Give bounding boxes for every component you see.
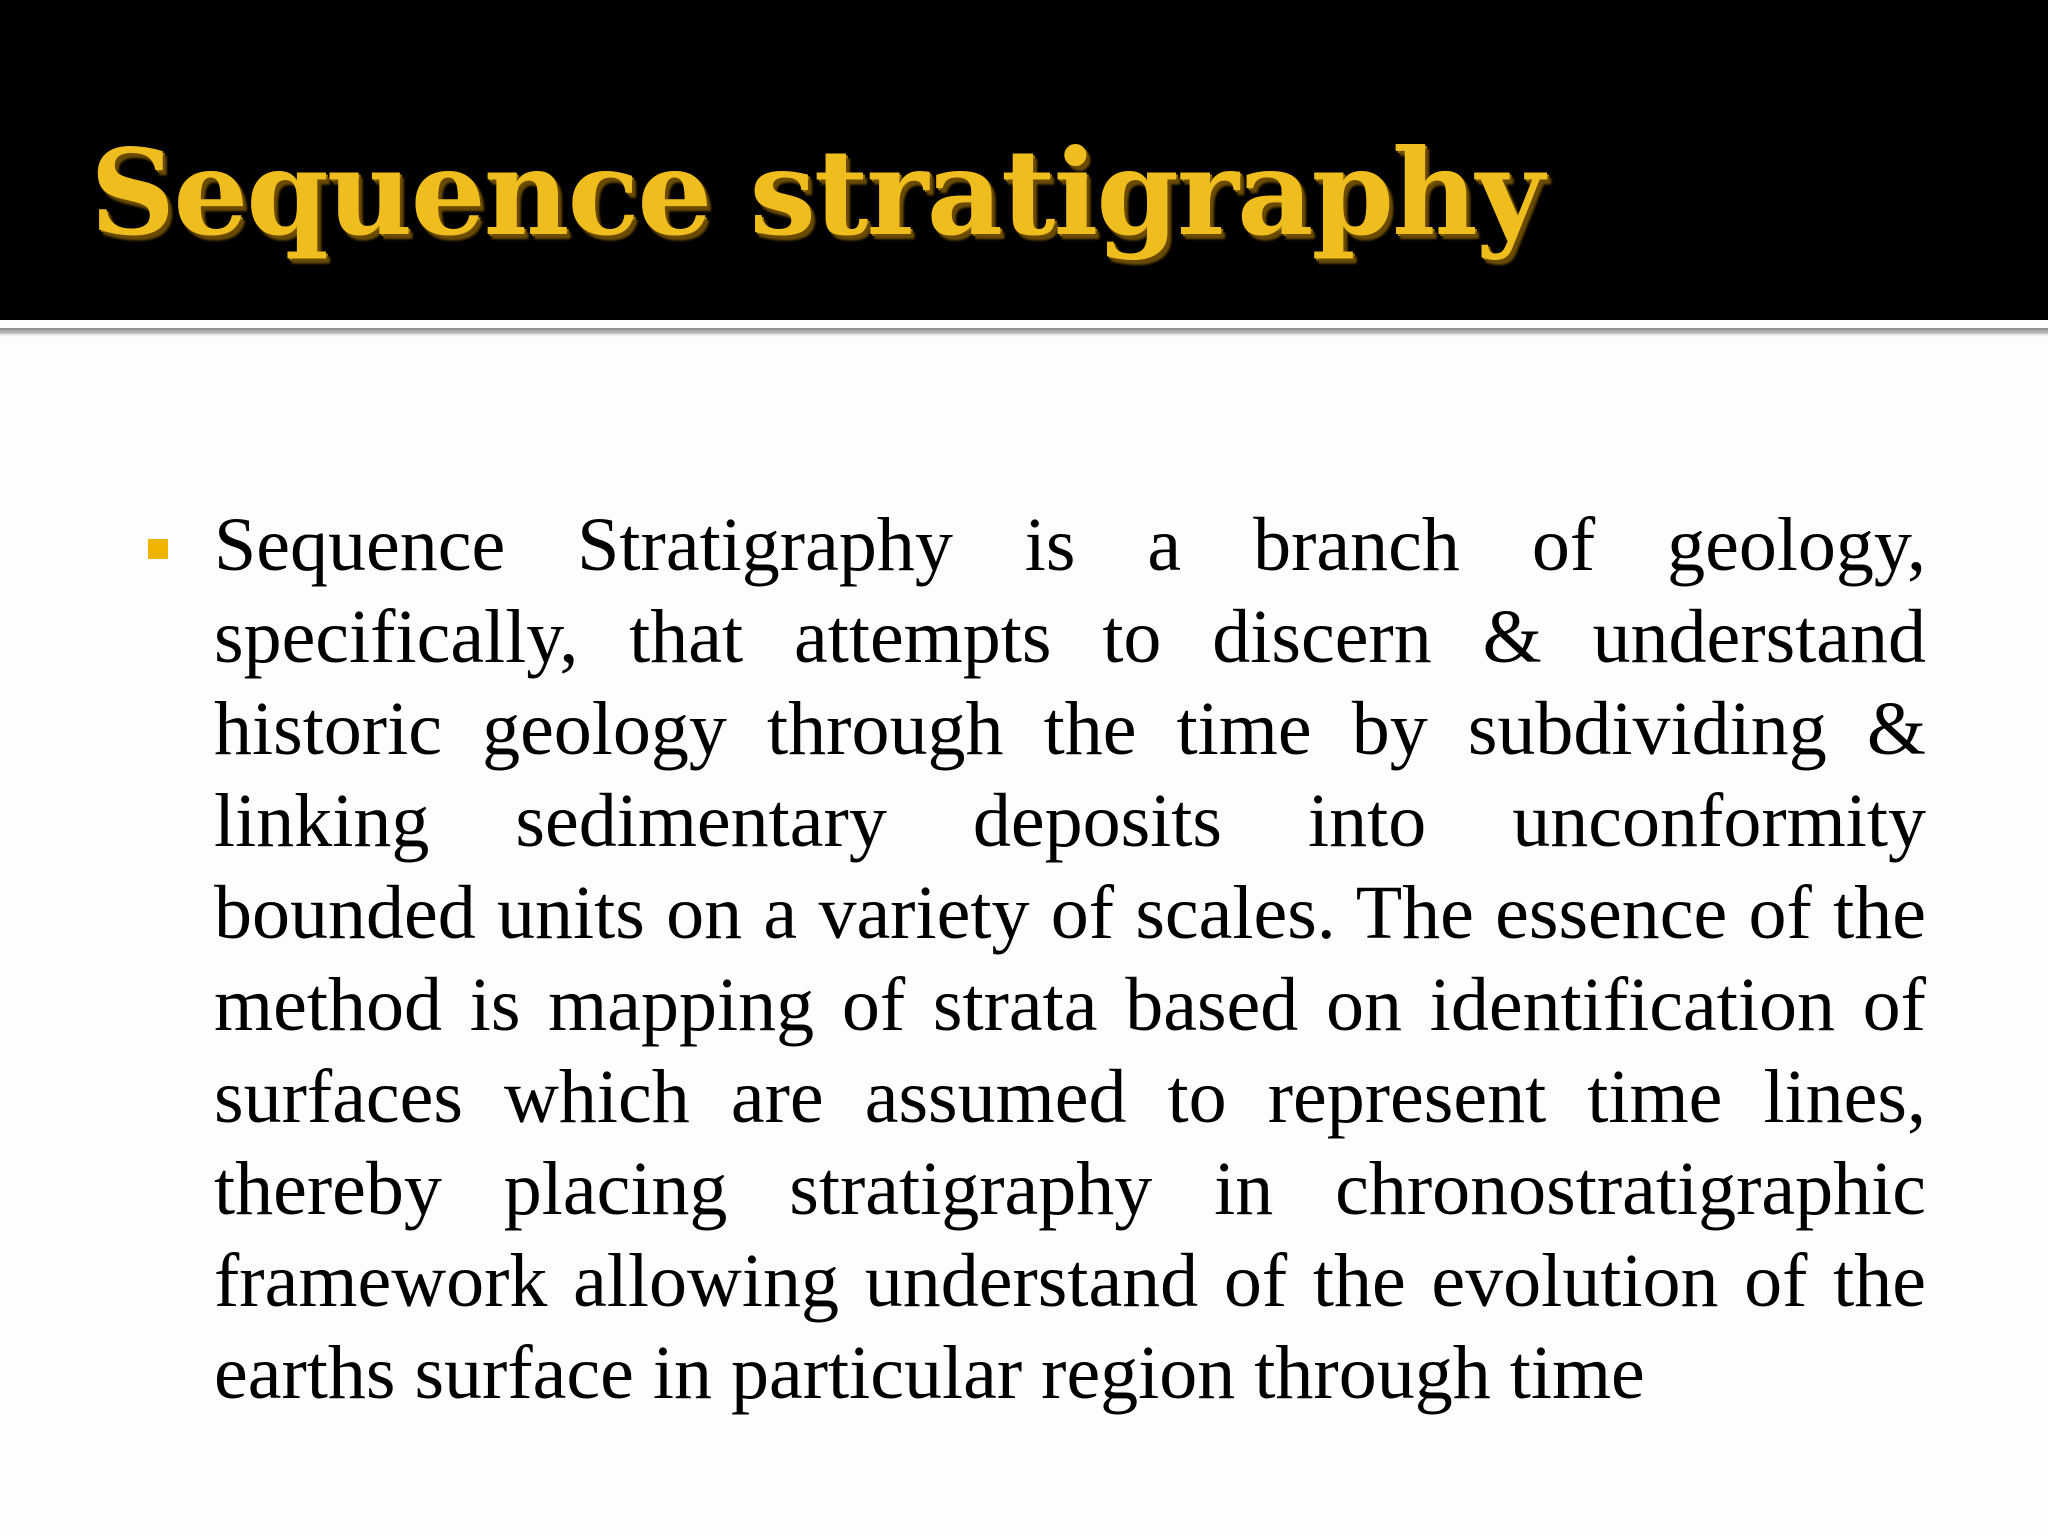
title-bar xyxy=(0,0,2048,320)
square-bullet-icon xyxy=(148,539,168,559)
title-divider-highlight xyxy=(0,320,2048,324)
bullet-text: Sequence Stratigraphy is a branch of geology, specifically, that attempts to discern & understand historic geology through the time by subdividing & linking sedimentary deposits into unconformity bounded units on a variety of scales. The essence of the method is mapping of strata based on identification of surfaces which are assumed to represent time lines, thereby placing stratigraphy in chronostratigraphic framework allowing understand of the evolution of the earths surface in particular region through time xyxy=(214,503,1926,1415)
title-divider-shadow xyxy=(0,334,2048,337)
slide-title: Sequence stratigraphy xyxy=(90,123,1543,262)
